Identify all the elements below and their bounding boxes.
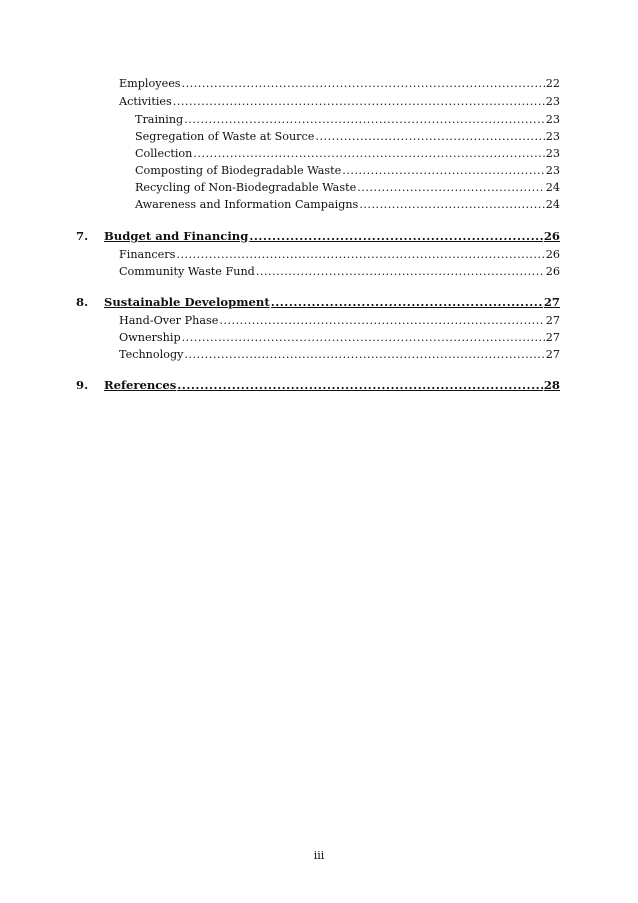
dot-leader <box>342 164 544 178</box>
toc-entry-title: Technology <box>119 348 184 361</box>
toc-section-page: 26 <box>543 229 560 243</box>
toc-entry-composting[interactable] <box>135 164 560 178</box>
dot-leader <box>193 147 544 161</box>
toc-entry-title: Activities <box>119 95 172 108</box>
dot-leader <box>359 198 544 212</box>
toc-entry-title: Training <box>135 113 184 126</box>
toc-entry-title: Segregation of Waste at Source <box>135 130 315 143</box>
toc-entry-title: Community Waste Fund <box>119 265 255 278</box>
dot-leader <box>177 378 543 392</box>
section-number-references: 9. <box>76 378 89 392</box>
dot-leader <box>184 113 545 127</box>
toc-section-page: 27 <box>543 295 560 309</box>
toc-entry-page: 23 <box>545 95 560 108</box>
dot-leader <box>176 248 544 262</box>
toc-entry-page: 22 <box>545 77 560 90</box>
dot-leader <box>182 331 545 345</box>
toc-entry-title: Collection <box>135 147 193 160</box>
dot-leader <box>249 229 543 243</box>
toc-entry-page: 27 <box>545 348 560 361</box>
toc-entry-collection[interactable] <box>135 147 560 161</box>
toc-entry-awareness[interactable] <box>135 198 560 212</box>
toc-entry-employees[interactable] <box>119 77 560 91</box>
toc-entry-title: Composting of Biodegradable Waste <box>135 164 342 177</box>
toc-section-title: Budget and Financing <box>104 229 249 243</box>
toc-entry-title: Ownership <box>119 331 181 344</box>
toc-entry-page: 24 <box>545 198 560 211</box>
section-number-budget: 7. <box>76 229 89 243</box>
toc-entry-title: Hand-Over Phase <box>119 314 219 327</box>
toc-entry-financers[interactable] <box>119 248 560 262</box>
toc-entry-page: 27 <box>545 314 560 327</box>
toc-entry-page: 23 <box>545 113 560 126</box>
toc-entry-title: Employees <box>119 77 181 90</box>
dot-leader <box>173 95 545 109</box>
toc-section-page: 28 <box>543 378 560 392</box>
toc-entry-activities[interactable] <box>119 95 560 109</box>
toc-section-sustainable[interactable] <box>104 295 560 309</box>
toc-entry-ownership[interactable] <box>119 331 560 345</box>
toc-entry-title: Recycling of Non-Biodegradable Waste <box>135 181 357 194</box>
toc-section-budget[interactable] <box>104 229 560 243</box>
dot-leader <box>357 181 545 195</box>
toc-entry-title: Awareness and Information Campaigns <box>135 198 359 211</box>
toc-entry-title: Financers <box>119 248 176 261</box>
toc-entry-page: 26 <box>545 265 560 278</box>
dot-leader <box>271 295 543 309</box>
toc-entry-page: 23 <box>545 164 560 177</box>
dot-leader <box>182 77 545 91</box>
toc-entry-page: 23 <box>545 147 560 160</box>
dot-leader <box>219 314 544 328</box>
toc-entry-page: 27 <box>545 331 560 344</box>
dot-leader <box>256 265 545 279</box>
toc-entry-recycling[interactable] <box>135 181 560 195</box>
toc-entry-technology[interactable] <box>119 348 560 362</box>
toc-entry-segregation[interactable] <box>135 130 560 144</box>
toc-section-title: Sustainable Development <box>104 295 270 309</box>
page-number: iii <box>313 849 325 862</box>
dot-leader <box>184 348 544 362</box>
section-number-sustainable: 8. <box>76 295 89 309</box>
toc-entry-page: 23 <box>545 130 560 143</box>
toc-section-title: References <box>104 378 177 392</box>
toc-entry-training[interactable] <box>135 113 560 127</box>
dot-leader <box>315 130 544 144</box>
toc-entry-community-waste-fund[interactable] <box>119 265 560 279</box>
toc-section-references[interactable] <box>104 378 560 392</box>
toc-entry-hand-over[interactable] <box>119 314 560 328</box>
toc-entry-page: 24 <box>545 181 560 194</box>
toc-entry-page: 26 <box>545 248 560 261</box>
